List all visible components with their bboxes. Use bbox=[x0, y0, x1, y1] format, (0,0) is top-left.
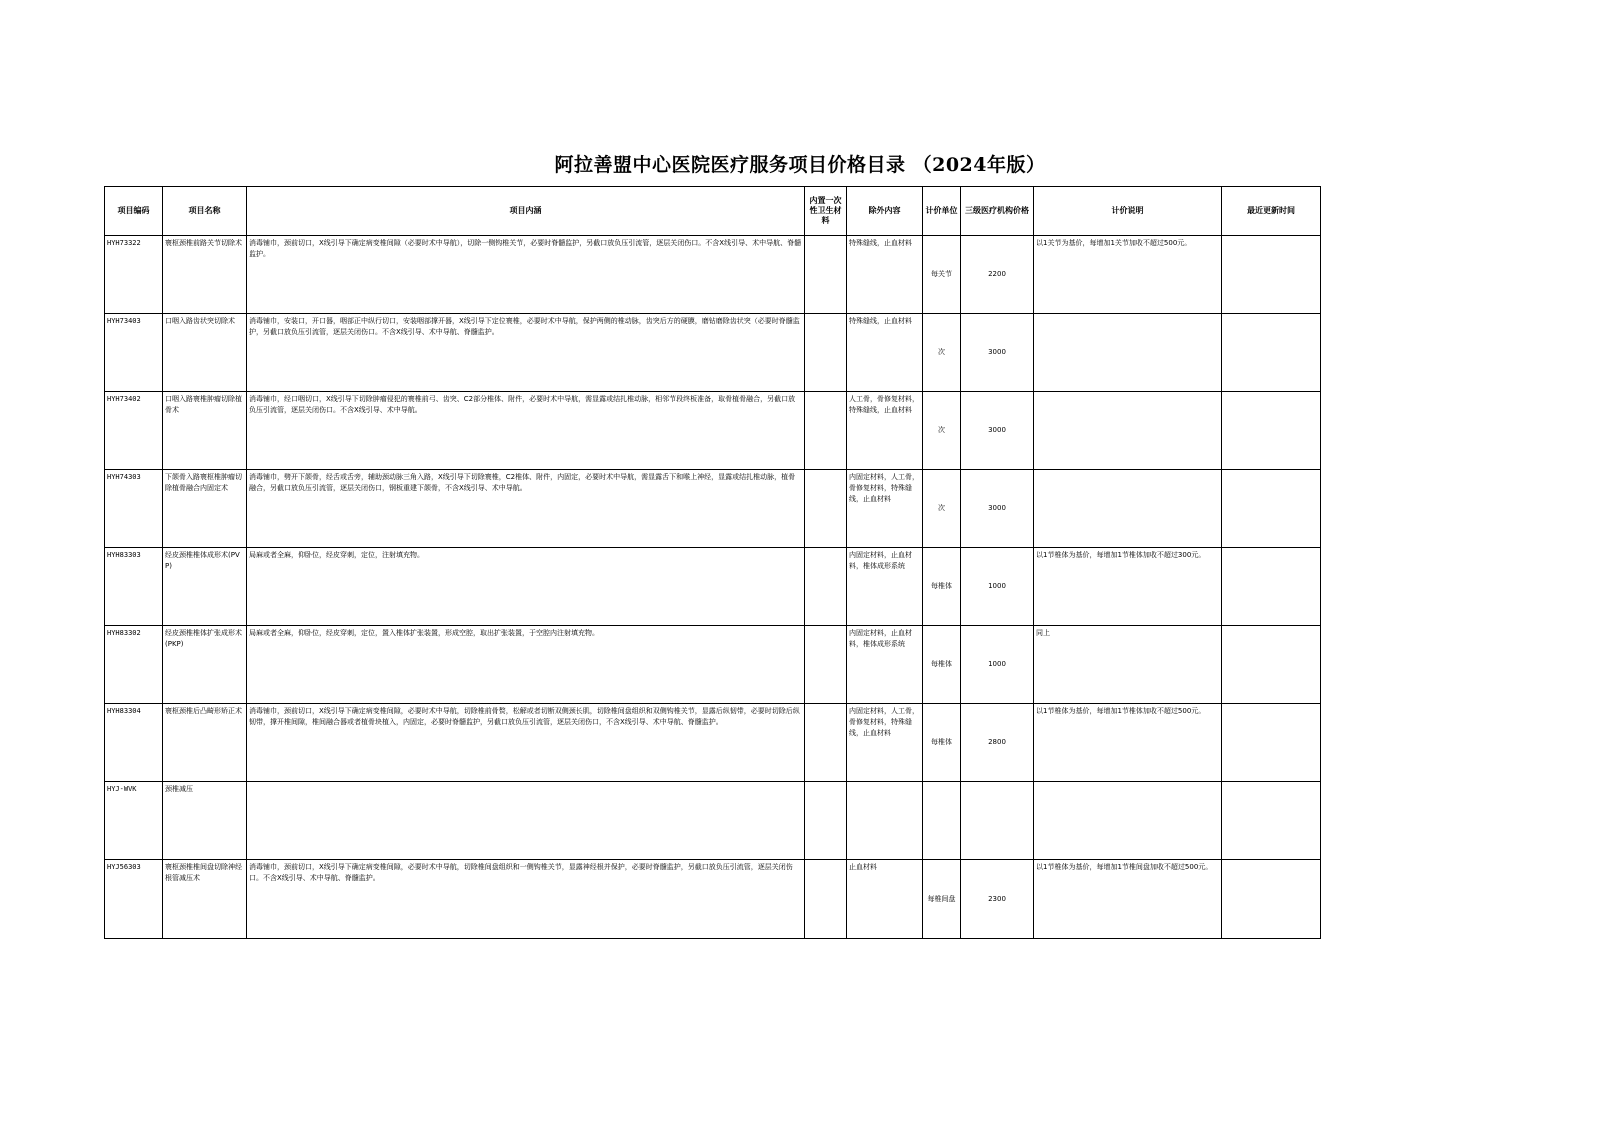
table-row bbox=[105, 314, 1321, 392]
table-row bbox=[105, 704, 1321, 782]
cell-code: HYH73402 bbox=[105, 392, 163, 470]
cell-price: 2800 bbox=[961, 704, 1034, 782]
header-code: 项目编码 bbox=[105, 187, 163, 236]
cell-consumables bbox=[805, 236, 847, 314]
cell-updated bbox=[1222, 626, 1321, 704]
cell-code: HYH74303 bbox=[105, 470, 163, 548]
cell-updated bbox=[1222, 314, 1321, 392]
cell-content: 消毒铺巾，劈开下颌骨，经舌或舌旁，辅助颈动脉三角入路，X线引导下切除寰椎，C2椎体、附件，内固定，必要时术中导航，需显露舌下和喉上神经，显露或结扎椎动脉，植骨融合，另截口放负压引流管，逐层关闭伤口，钢板重建下颌骨，不含X线引导、术中导航。 bbox=[247, 470, 805, 548]
cell-name: 寰枢颈椎椎间盘切除神经根管减压术 bbox=[163, 860, 247, 939]
cell-name: 寰枢颈椎前路关节切除术 bbox=[163, 236, 247, 314]
cell-note: 同上 bbox=[1034, 626, 1222, 704]
cell-content: 消毒铺巾，经口咽切口，X线引导下切除肿瘤侵犯的寰椎前弓、齿突、C2部分椎体、附件，必要时术中导航，需显露或结扎椎动脉，相邻节段终板准备，取骨植骨融合，另截口放负压引流管，逐层关闭伤口。不含X线引导、术中导航。 bbox=[247, 392, 805, 470]
cell-code: HYH83304 bbox=[105, 704, 163, 782]
cell-excluded: 内固定材料，人工骨，骨修复材料，特殊缝线，止血材料 bbox=[847, 704, 923, 782]
cell-content: 局麻或者全麻，仰卧位，经皮穿刺，定位，置入椎体扩张装置，形成空腔，取出扩张装置，于空腔内注射填充物。 bbox=[247, 626, 805, 704]
cell-note bbox=[1034, 782, 1222, 860]
cell-unit: 每椎间盘 bbox=[923, 860, 961, 939]
cell-note bbox=[1034, 314, 1222, 392]
cell-price: 2300 bbox=[961, 860, 1034, 939]
cell-unit: 每椎体 bbox=[923, 626, 961, 704]
cell-consumables bbox=[805, 782, 847, 860]
header-price: 三级医疗机构价格 bbox=[961, 187, 1034, 236]
cell-consumables bbox=[805, 626, 847, 704]
cell-code: HYJ56303 bbox=[105, 860, 163, 939]
cell-code: HYJ-WVK bbox=[105, 782, 163, 860]
cell-note: 以1节椎体为基价，每增加1节椎间盘加收不超过500元。 bbox=[1034, 860, 1222, 939]
cell-content: 消毒铺巾，颈前切口，X线引导下确定病变椎间隙，必要时术中导航，切除椎前骨赘，松解或者切断双侧颈长肌，切除椎间盘组织和双侧钩椎关节，显露后纵韧带，必要时切除后纵韧带，撑开椎间隙，椎间融合器或者植骨块植入，内固定，必要时脊髓监护，另截口放负压引流管，逐层关闭伤口，不含X线引导、术中导航、脊髓监护。 bbox=[247, 704, 805, 782]
cell-code: HYH83302 bbox=[105, 626, 163, 704]
cell-consumables bbox=[805, 470, 847, 548]
cell-price bbox=[961, 782, 1034, 860]
cell-note: 以1节椎体为基价，每增加1节椎体加收不超过500元。 bbox=[1034, 704, 1222, 782]
cell-content bbox=[247, 782, 805, 860]
table-row bbox=[105, 860, 1321, 939]
cell-excluded: 内固定材料，人工骨，骨修复材料，特殊缝线，止血材料 bbox=[847, 470, 923, 548]
cell-note: 以1关节为基价，每增加1关节加收不超过500元。 bbox=[1034, 236, 1222, 314]
cell-name: 经皮颈椎椎体扩张成形术(PKP) bbox=[163, 626, 247, 704]
table-row bbox=[105, 392, 1321, 470]
cell-price: 1000 bbox=[961, 548, 1034, 626]
cell-price: 3000 bbox=[961, 392, 1034, 470]
cell-name: 颈椎减压 bbox=[163, 782, 247, 860]
cell-name: 经皮颈椎椎体成形术(PVP) bbox=[163, 548, 247, 626]
header-content: 项目内涵 bbox=[247, 187, 805, 236]
cell-note: 以1节椎体为基价，每增加1节椎体加收不超过300元。 bbox=[1034, 548, 1222, 626]
cell-unit: 次 bbox=[923, 392, 961, 470]
page-title: 阿拉善盟中心医院医疗服务项目价格目录 （2024年版） bbox=[554, 154, 1046, 176]
cell-excluded bbox=[847, 782, 923, 860]
table-row bbox=[105, 236, 1321, 314]
cell-unit: 次 bbox=[923, 314, 961, 392]
table-row bbox=[105, 548, 1321, 626]
header-name: 项目名称 bbox=[163, 187, 247, 236]
cell-name: 口咽入路寰椎肿瘤切除植骨术 bbox=[163, 392, 247, 470]
cell-unit: 次 bbox=[923, 470, 961, 548]
cell-content: 消毒铺巾，颈前切口，X线引导下确定病变椎间隙（必要时术中导航），切除一侧钩椎关节，必要时脊髓监护，另截口放负压引流管，逐层关闭伤口。不含X线引导、术中导航、脊髓监护。 bbox=[247, 236, 805, 314]
cell-content: 消毒铺巾，颈前切口，X线引导下确定病变椎间隙，必要时术中导航，切除椎间盘组织和一侧钩椎关节，显露神经根并保护，必要时脊髓监护，另截口放负压引流管，逐层关闭伤口。不含X线引导、术中导航、脊髓监护。 bbox=[247, 860, 805, 939]
cell-excluded: 特殊缝线，止血材料 bbox=[847, 314, 923, 392]
cell-consumables bbox=[805, 704, 847, 782]
table-row bbox=[105, 782, 1321, 860]
cell-updated bbox=[1222, 236, 1321, 314]
cell-name: 口咽入路齿状突切除术 bbox=[163, 314, 247, 392]
cell-updated bbox=[1222, 860, 1321, 939]
header-unit: 计价单位 bbox=[923, 187, 961, 236]
header-excluded: 除外内容 bbox=[847, 187, 923, 236]
cell-content: 消毒铺巾，安装口，开口器，咽部正中纵行切口，安装咽部撑开器，X线引导下定位寰椎，必要时术中导航，保护两侧的椎动脉，齿突后方的硬膜，磨钻磨除齿状突（必要时脊髓监护，另截口放负压引流管，逐层关闭伤口。不含X线引导、术中导航、脊髓监护。 bbox=[247, 314, 805, 392]
cell-code: HYH73403 bbox=[105, 314, 163, 392]
header-note: 计价说明 bbox=[1034, 187, 1222, 236]
cell-consumables bbox=[805, 392, 847, 470]
cell-consumables bbox=[805, 860, 847, 939]
cell-content: 局麻或者全麻，仰卧位，经皮穿刺，定位，注射填充物。 bbox=[247, 548, 805, 626]
cell-price: 3000 bbox=[961, 314, 1034, 392]
cell-note bbox=[1034, 470, 1222, 548]
cell-price: 3000 bbox=[961, 470, 1034, 548]
cell-updated bbox=[1222, 782, 1321, 860]
cell-excluded: 特殊缝线，止血材料 bbox=[847, 236, 923, 314]
cell-updated bbox=[1222, 704, 1321, 782]
cell-excluded: 内固定材料，止血材料，椎体成形系统 bbox=[847, 626, 923, 704]
cell-price: 1000 bbox=[961, 626, 1034, 704]
cell-updated bbox=[1222, 470, 1321, 548]
cell-consumables bbox=[805, 314, 847, 392]
price-table bbox=[104, 186, 1321, 939]
cell-excluded: 止血材料 bbox=[847, 860, 923, 939]
header-consumables: 内置一次性卫生材料 bbox=[805, 187, 847, 236]
cell-code: HYH73322 bbox=[105, 236, 163, 314]
cell-unit: 每椎体 bbox=[923, 548, 961, 626]
table-row bbox=[105, 470, 1321, 548]
table-row bbox=[105, 626, 1321, 704]
cell-note bbox=[1034, 392, 1222, 470]
cell-unit: 每关节 bbox=[923, 236, 961, 314]
cell-price: 2200 bbox=[961, 236, 1034, 314]
cell-updated bbox=[1222, 392, 1321, 470]
cell-excluded: 内固定材料，止血材料，椎体成形系统 bbox=[847, 548, 923, 626]
cell-unit bbox=[923, 782, 961, 860]
cell-updated bbox=[1222, 548, 1321, 626]
cell-code: HYH83303 bbox=[105, 548, 163, 626]
cell-name: 寰枢颈椎后凸畸形矫正术 bbox=[163, 704, 247, 782]
header-row bbox=[105, 187, 1321, 236]
cell-excluded: 人工骨，骨修复材料，特殊缝线，止血材料 bbox=[847, 392, 923, 470]
cell-name: 下颌骨入路寰枢椎肿瘤切除植骨融合内固定术 bbox=[163, 470, 247, 548]
header-updated: 最近更新时间 bbox=[1222, 187, 1321, 236]
cell-unit: 每椎体 bbox=[923, 704, 961, 782]
cell-consumables bbox=[805, 548, 847, 626]
